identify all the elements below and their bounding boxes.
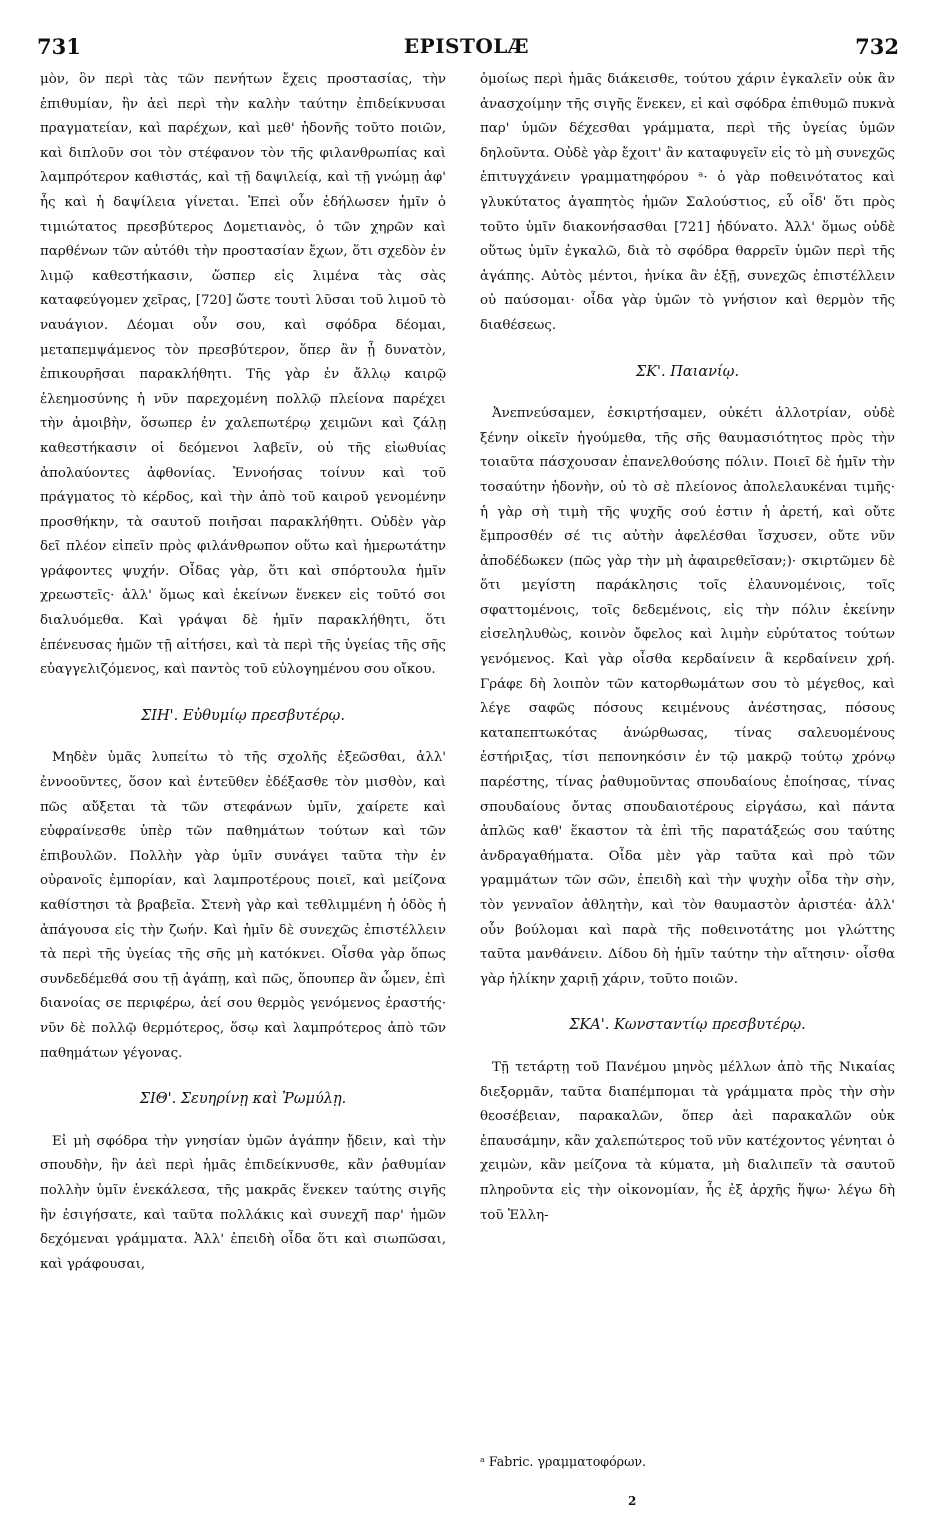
letter-219-end: ὁμοίως περὶ ἡμᾶς διάκεισθε, τούτου χάριν ἐγκαλεῖν οὐκ ἂν ἀνασχοίμην τῆς σιγῆς ἕνεκεν, εἰ καὶ σφόδρα ἐπιθυμῶ πυκνὰ παρ' ὑμῶν δέχεσθαι γράμματα, περὶ τῆς ὑγείας ὑμῶν δηλοῦντα. Οὐδὲ γὰρ ἔχοιτ' ἂν καταφυγεῖν εἰς τὸ μὴ συνεχῶς ἐπιτυγχάνειν γραμματηφόρου ᵃ· ὁ γὰρ ποθεινότατος καὶ γλυκύτατος ἀγαπητὸς ἡμῶν Σαλούστιος, εὖ οἶδ' ὅτι πρὸς τοῦτο ὑμῖν διακονήσασθαι [721] ἠδύνατο. Ἀλλ' ὅμως οὐδὲ οὕτως ὑμῖν ἐγκαλῶ, διὰ τὸ σφόδρα θαρρεῖν ὑμῶν περὶ τῆς ἀγάπης. Αὐτὸς μέντοι, ἡνίκα ἂν ἐξῇ, συνεχῶς ἐπιστέλλειν οὐ παύσομαι· οἶδα γὰρ ὑμῶν τὸ γνήσιον καὶ θερμὸν τῆς διαθέσεως. [480,72,895,333]
letter-221-body: Τῇ τετάρτῃ τοῦ Πανέμου μηνὸς μέλλων ἀπὸ τῆς Νικαίας διεξορμᾶν, ταῦτα διαπέμπομαι τὰ γράμματα πρὸς τὴν σὴν θεοσέβειαν, παρακαλῶν, ὅπερ ἀεὶ παρακαλῶν οὐκ ἐπαυσάμην, κἂν χαλεπώτερος τοῦ νῦν κατέχοντος γένηται ὁ χειμὼν, κἂν μείζονα τὰ κύματα, μὴ διαλιπεῖν τὰ σαυτοῦ πληροῦντα εἰς τὴν οἰκονομίαν, ἧς ἐξ ἀρχῆς ἥψω· λέγω δὴ τοῦ Ἑλλη- [480,1059,895,1223]
letter-218-body: Μηδὲν ὑμᾶς λυπείτω τὸ τῆς σχολῆς ἐξεῶσθαι, ἀλλ' ἐννοοῦντες, ὅσον καὶ ἐντεῦθεν ἐδέξασθε τὸν μισθὸν, καὶ πῶς αὔξεται τὰ τῶν στεφάνων ὑμῖν, χαίρετε καὶ εὐφραίνεσθε ὑπὲρ τῶν παθημάτων τούτων καὶ τῶν ἐπιβουλῶν. Πολλὴν γὰρ ὑμῖν συνάγει ταῦτα τὴν ἐν οὐρανοῖς ἐμπορίαν, καὶ λαμπροτέρους ποιεῖ, καὶ μείζονα καθίστησι τὰ βραβεῖα. Στενὴ γὰρ καὶ τεθλιμμένη ἡ ὁδὸς ἡ ἀπάγουσα εἰς τὴν ζωήν. Καὶ ἡμῖν δὲ συνεχῶς ἐπιστέλλειν τὰ περὶ τῆς ὑγείας τῆς σῆς μὴ κατόκνει. Οἶσθα γὰρ ὅπως συνδεδέμεθά σου τῇ ἀγάπῃ, καὶ πῶς, ὅπουπερ ἂν ὦμεν, ἐπὶ διανοίας σε περιφέρω, ἀεί σου θερμὸς γενόμενος ἐραστής· νῦν δὲ πολλῷ θερμότερος, ὅσῳ καὶ λαμπρότερος ἀπὸ τῶν παθημάτων γέγονας. [40,750,446,1061]
letter-220-heading: ΣΚ'. Παιανίῳ. [635,363,740,380]
letter-220-body: Ἀνεπνεύσαμεν, ἐσκιρτήσαμεν, οὐκέτι ἀλλοτρίαν, οὐδὲ ξένην οἰκεῖν ἡγούμεθα, τῆς σῆς θαυμασιότητος πρὸς τὴν τοιαῦτα πάσχουσαν ἐπανελθούσης πόλιν. Ποιεῖ δὲ ἡμῖν τὴν τοσαύτην ἡδονὴν, οὐ τὸ σὲ πλείονος ἀπολελαυκέναι τιμῆς· ἡ γὰρ σὴ τιμὴ τῆς ψυχῆς σού ἐστιν ἡ ἀρετή, καὶ οὔτε ἔμπροσθέν σέ τις αὐτὴν ἀφελέσθαι ἴσχυσεν, οὔτε νῦν ἀποδέδωκεν (πῶς γὰρ τὴν μὴ ἀφαιρεθεῖσαν;)· σκιρτῶμεν δὲ ὅτι μεγίστη παράκλησις τοῖς ἐλαυνομένοις, τοῖς σφαττομένοις, τοῖς δεδεμένοις, εἰς τὴν πόλιν ἐκείνην εἰσεληλυθὼς, κοινὸν ὄφελος καὶ λιμὴν εὐρύτατος τούτων γενόμενος. Καὶ γὰρ οἶσθα κερδαίνειν ἃ κερδαίνειν χρή. Γράφε δὴ λοιπὸν τῶν κατορθωμάτων σου τὸ μέγεθος, καὶ λέγε σαφῶς πόσους κειμένους ἀνέστησας, πόσους καταπεπτωκότας ἀνώρθωσας, τίνας σαλευομένους ἐστήριξας, τίσι πεπονηκόσιν ἐν τῷ μακρῷ τούτῳ χρόνῳ παρέστης, τίνας ῥαθυμοῦντας σπουδαίους ἐποίησας, τίνας σπουδαίους ὄντας σπουδαιοτέρους εἰργάσω, καὶ πάντα ἁπλῶς καθ' ἕκαστον τὰ ἐπὶ τῆς παρατάξεώς σου ταύτης ἀνδραγαθήματα. Οἶδα μὲν γὰρ ταῦτα καὶ πρὸ τῶν γραμμάτων τῶν σῶν, ἐπειδὴ καὶ τὴν ψυχὴν οἶδα τὴν σὴν, τὸν γενναῖον ἀθλητὴν, καὶ τὸν θαυμαστὸν ἀριστέα· ἀλλ' οὖν βούλομαι καὶ παρὰ τῆς ποθεινοτάτης μοι γλώττης ταῦτα μανθάνειν. Δίδου δὴ ἡμῖν ταύτην τὴν αἴτησιν· οἶσθα γὰρ ἡλίκην χαριῇ χάριν, τοῦτο ποιῶν. [480,406,895,987]
letter-219-body: Εἰ μὴ σφόδρα τὴν γνησίαν ὑμῶν ἀγάπην ᾔδειν, καὶ τὴν σπουδὴν, ἣν ἀεὶ περὶ ἡμᾶς ἐπιδείκνυσθε, κἂν ῥαθυμίαν πολλὴν ὑμῖν ἐνεκάλεσα, τῆς μακρᾶς ἕνεκεν ταύτης σιγῆς ἣν ἐσιγήσατε, καὶ ταῦτα πολλάκις καὶ συνεχῆ παρ' ἡμῶν δεχόμεναι γράμματα. Ἀλλ' ἐπειδὴ οἶδα ὅτι καὶ σιωπῶσαι, καὶ γράφουσαι, [40,1133,446,1272]
running-title: EPISTOLÆ [403,34,530,58]
letter-219-heading: ΣΙΘ'. Σευηρίνῃ καὶ Ῥωμύλῃ. [139,1091,347,1108]
right-column [480,68,895,1228]
letter-218-heading: ΣΙΗ'. Εὐθυμίῳ πρεσβυτέρῳ. [140,707,345,724]
page-number-left: 731 [37,34,81,59]
footnote-area [480,1452,895,1472]
footnote: ᵃ Fabric. γραμματοφόρων. [480,1454,647,1469]
page-number-right: 732 [855,34,899,59]
signature-mark: 2 [628,1494,637,1508]
letter-221-heading: ΣΚΑ'. Κωνσταντίῳ πρεσβυτέρῳ. [569,1017,806,1034]
letter-217-end: μὸν, ὃν περὶ τὰς τῶν πενήτων ἔχεις προστασίας, τὴν ἐπιθυμίαν, ἣν ἀεὶ περὶ τὴν καλὴν ταύτην ἐπιδείκνυσαι πραγματείαν, καὶ παρέχων, καὶ μεθ' ἡδονῆς τοῦτο ποιῶν, καὶ διπλοῦν σοι τὸν στέφανον τὸν τῆς φιλανθρωπίας καὶ λαμπρότερον καθιστάς, καὶ τῇ δαψιλείᾳ, καὶ τῇ γνώμῃ ἀφ' ἧς καὶ ἡ δαψίλεια γίνεται. Ἐπεὶ οὖν ἐδήλωσεν ἡμῖν ὁ τιμιώτατος πρεσβύτερος Δομετιανὸς, ὁ τῶν χηρῶν καὶ παρθένων τῶν αὐτόθι τὴν προστασίαν ἔχων, ὅτι σχεδὸν ἐν λιμῷ καθεστήκασιν, ὥσπερ εἰς λιμένα τὰς σὰς καταφεύγομεν χεῖρας, [720] ὥστε τουτὶ λῦσαι τοῦ λιμοῦ τὸ ναυάγιον. Δέομαι οὖν σου, καὶ σφόδρα δέομαι, μεταπεμψάμενος τὸν πρεσβύτερον, ὅπερ ἂν ᾖ δυνατὸν, ἐπικουρῆσαι παρακλήθητι. Τῆς γὰρ ἐν ἄλλῳ καιρῷ ἐλεημοσύνης ἡ νῦν παρεχομένη πολλῷ πλείονα παρέχει τὴν ἀμοιβὴν, ὅσωπερ ἐν χαλεπωτέρῳ χειμῶνι καὶ ζάλῃ καθεστήκασιν οἱ δεόμενοι λαβεῖν, οὐ τῆς εἰωθυίας ἀπολαύοντες ἀφθονίας. Ἐννοήσας τοίνυν καὶ τοῦ πράγματος τὸ κέρδος, καὶ τὴν ἀπὸ τοῦ καιροῦ γενομένην προσθήκην, τὰ σαυτοῦ ποιῆσαι παρακλήθητι. Οὐδὲν γὰρ δεῖ πλέον εἰπεῖν πρὸς φιλάνθρωπον οὕτω καὶ ἡμερωτάτην γράφοντες ψυχήν. Οἶδας γὰρ, ὅτι καὶ σπόρτουλα ἡμῖν χρεωστεῖς· ἀλλ' ὅμως καὶ ἐκείνων ἕνεκεν εἰς τοῦτό σοι διαλυόμεθα. Καὶ γράψαι δὲ ἡμῖν παρακλήθητι, ὅτι ἐπένευσας ἡμῶν τῇ αἰτήσει, καὶ τὰ περὶ τῆς ὑγείας τῆς σῆς εὐαγγελιζόμενος, καὶ παντὸς τοῦ εὐλογημένου σου οἴκου. [40,72,446,678]
left-column [40,68,446,1277]
